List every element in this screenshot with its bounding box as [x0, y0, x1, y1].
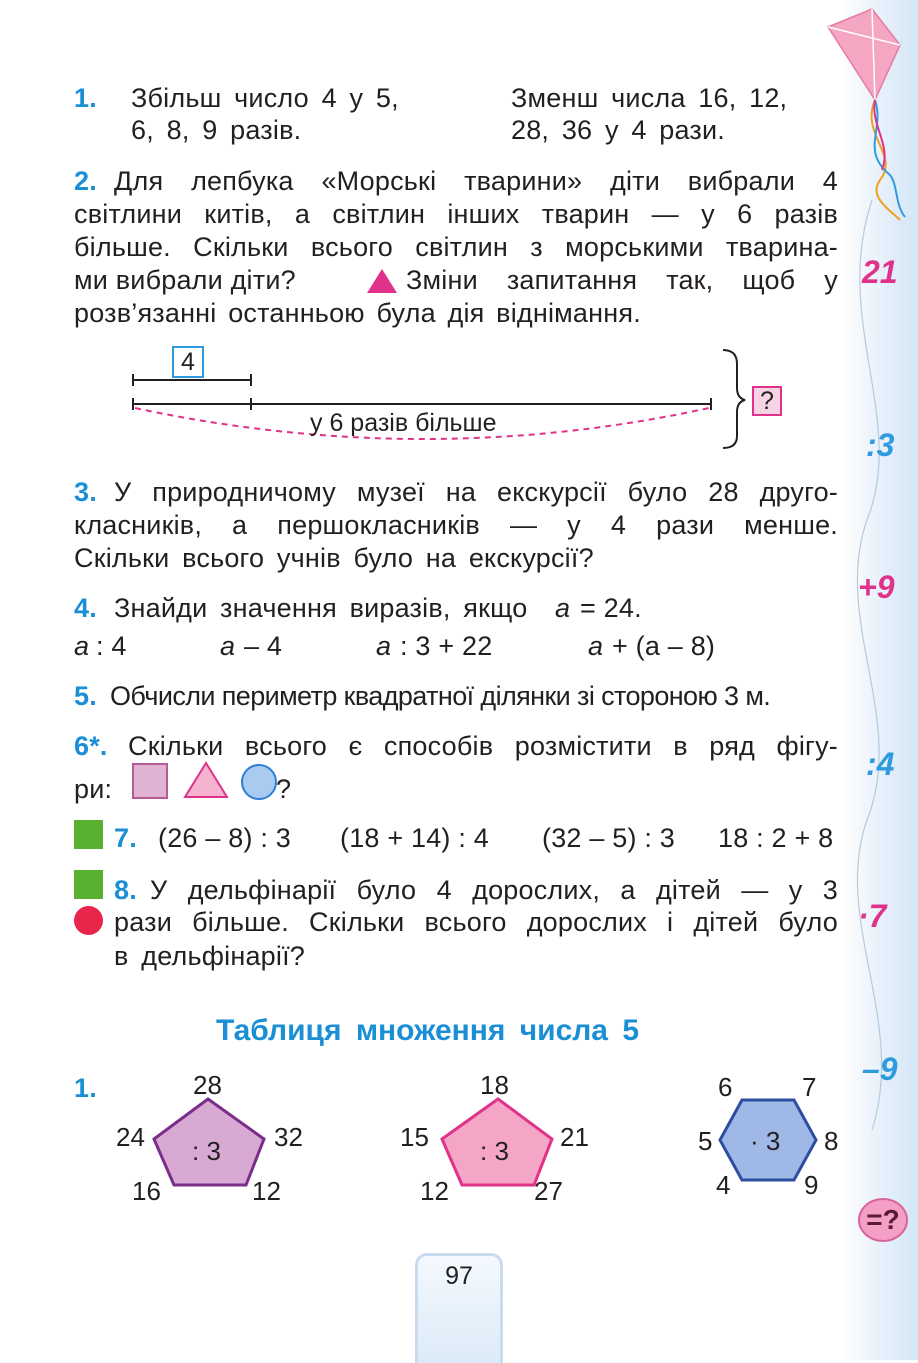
- task-3-line2: класників, а першокласників — у 4 рази менше.: [74, 510, 838, 540]
- task-4-expr3: : 3 + 22: [400, 631, 493, 661]
- task-6-question: ?: [276, 774, 292, 804]
- diagram-value-box: 4: [172, 346, 204, 378]
- sidebar-label-div4: :4: [866, 746, 895, 782]
- shape-1-center: : 3: [192, 1136, 221, 1166]
- task-4-condition-var: a: [555, 593, 571, 623]
- sidebar-label-div3: :3: [866, 427, 895, 463]
- shape-2-top: 18: [480, 1070, 509, 1100]
- shape-1-left: 24: [116, 1122, 145, 1152]
- task-1-right-line1: Зменш числа 16, 12,: [511, 83, 788, 113]
- triangle-marker-icon: [365, 267, 399, 295]
- task-8-line2: рази більше. Скільки всього дорослих і дітей було: [114, 907, 838, 937]
- sidebar-label-plus9: +9: [858, 569, 895, 605]
- task-2-line4a: ми вибрали діти?: [74, 265, 296, 295]
- shape-2-center: : 3: [480, 1136, 509, 1166]
- triangle-shape-icon: [183, 761, 229, 799]
- shape-3-center: · 3: [750, 1126, 781, 1156]
- diagram-bottom-label: у 6 разів більше: [310, 409, 497, 437]
- task-4-condition-value: = 24.: [580, 593, 642, 623]
- task-4-expr1-var: a: [74, 631, 90, 661]
- sidebar-label-mul7: ·7: [858, 898, 887, 934]
- task-7-expr2: (18 + 14) : 4: [340, 823, 489, 853]
- task-2-line4b: Зміни запитання так, щоб у: [406, 265, 838, 295]
- shape-3-left: 5: [698, 1126, 713, 1156]
- task-1-right-line2: 28, 36 у 4 рази.: [511, 115, 725, 145]
- task-1-left-line2: 6, 8, 9 разів.: [131, 115, 302, 145]
- shape-1-bottom-right: 12: [252, 1176, 281, 1206]
- task-6-line1: Скільки всього є способів розмістити в ряд фігу-: [128, 731, 838, 761]
- task-4-expr1: : 4: [96, 631, 127, 661]
- shape-2-bottom-left: 12: [420, 1176, 449, 1206]
- shape-2-left: 15: [400, 1122, 429, 1152]
- task-4-expr2-var: a: [220, 631, 236, 661]
- task-3-line3: Скільки всього учнів було на екскурсії?: [74, 543, 594, 573]
- shape-3-top-right: 7: [802, 1072, 817, 1102]
- question-badge-icon: =?: [858, 1198, 908, 1242]
- task-7-number: 7.: [114, 823, 137, 853]
- shape-2-right: 21: [560, 1122, 589, 1152]
- shape-1-top: 28: [193, 1070, 222, 1100]
- page-number: 97: [445, 1262, 473, 1290]
- task-5-text: Обчисли периметр квадратної ділянки зі стороною 3 м.: [110, 681, 771, 711]
- task-7-expr3: (32 – 5) : 3: [542, 823, 675, 853]
- task-3-line1: У природничому музеї на екскурсії було 28 друго-: [114, 477, 838, 507]
- task-2-line2: світлини китів, а світлин інших тварин — у 6 разів: [74, 199, 838, 229]
- shape-3-bottom-right: 9: [804, 1170, 819, 1200]
- task-4-expr2: – 4: [244, 631, 283, 661]
- shape-3-right: 8: [824, 1126, 839, 1156]
- red-circle-icon: [74, 906, 103, 935]
- green-square-icon: [74, 820, 103, 849]
- shape-3-bottom-left: 4: [716, 1170, 731, 1200]
- task-6-line2: ри:: [74, 774, 113, 804]
- shape-3-top-left: 6: [718, 1072, 733, 1102]
- task-4-expr3-var: a: [376, 631, 392, 661]
- shape-1-right: 32: [274, 1122, 303, 1152]
- task-4-number: 4.: [74, 593, 97, 623]
- task-2-number: 2.: [74, 166, 97, 196]
- task-4-expr4-var: a: [588, 631, 604, 661]
- task-2-line5: розв’язанні останньою була дія віднімання.: [74, 298, 641, 328]
- task-7-expr1: (26 – 8) : 3: [158, 823, 291, 853]
- circle-shape-icon: [241, 764, 277, 800]
- task-2-line3: більше. Скільки всього світлин з морськими тварина-: [74, 232, 838, 262]
- diagram-question-box: ?: [752, 386, 782, 416]
- task-6-number: 6*.: [74, 731, 108, 761]
- task-8-line1: У дельфінарії було 4 дорослих, а дітей — у 3: [150, 875, 838, 905]
- task-3-number: 3.: [74, 477, 97, 507]
- sidebar-label-minus9: –9: [862, 1051, 898, 1087]
- square-shape-icon: [132, 763, 168, 799]
- task-1-left-line1: Збільш число 4 у 5,: [131, 83, 399, 113]
- task-1-number: 1.: [74, 83, 97, 113]
- task-8-number: 8.: [114, 875, 137, 905]
- task-4-text: Знайди значення виразів, якщо: [114, 593, 528, 623]
- task-5-number: 5.: [74, 681, 97, 711]
- sidebar-label-21: 21: [862, 254, 898, 290]
- task-2-line1: Для лепбука «Морські тварини» діти вибрали 4: [114, 166, 838, 196]
- shape-2-bottom-right: 27: [534, 1176, 563, 1206]
- section-task-1-number: 1.: [74, 1073, 97, 1103]
- section-title: Таблиця множення числа 5: [216, 1014, 640, 1047]
- shape-1-bottom-left: 16: [132, 1176, 161, 1206]
- task-4-expr4: + (a – 8): [612, 631, 716, 661]
- green-square-icon: [74, 870, 103, 899]
- task-8-line3: в дельфінарії?: [114, 941, 306, 971]
- task-7-expr4: 18 : 2 + 8: [718, 823, 834, 853]
